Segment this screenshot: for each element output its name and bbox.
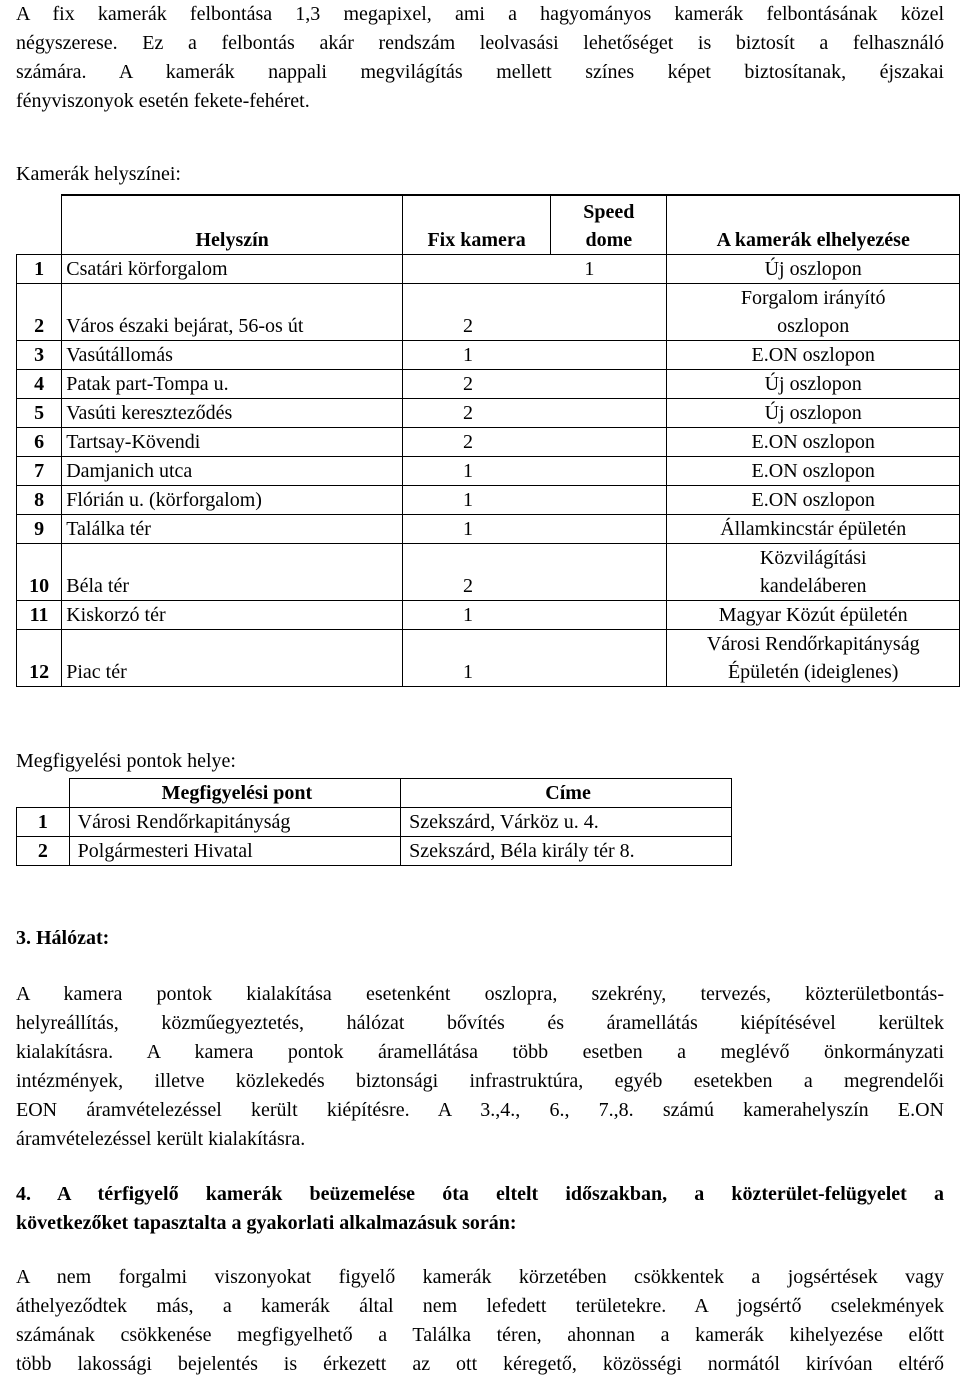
experience-heading-line2: következőket tapasztalta a gyakorlati alkalmazásuk során: <box>16 1212 517 1234</box>
header-blank <box>17 779 70 808</box>
table-row <box>17 837 732 866</box>
table-header-row <box>17 779 732 808</box>
row-placement: Új oszlopon <box>667 370 960 399</box>
row-fix-camera: 2 <box>403 284 667 341</box>
row-number: 3 <box>17 341 62 370</box>
row-placement: Magyar Közút épületén <box>667 601 960 630</box>
header-speed-dome-line2: dome <box>585 229 633 251</box>
table-row <box>17 284 960 341</box>
row-address: Szekszárd, Béla király tér 8. <box>401 837 732 866</box>
table-row <box>17 486 960 515</box>
experience-line: A nem forgalmi viszonyokat figyelő kamerák körzetében csökkentek a jogsértések vagy <box>16 1266 944 1288</box>
intro-line: négyszerese. Ez a felbontás akár rendszám leolvasási lehetőséget is biztosít a felhasználó <box>16 32 944 54</box>
network-line: A kamera pontok kialakítása esetenként oszlopra, szekrény, tervezés, közterületbontás- <box>16 983 944 1005</box>
header-speed-dome <box>551 195 667 255</box>
row-fix-camera: 1 <box>403 457 667 486</box>
row-placement: Új oszlopon <box>667 255 960 284</box>
network-paragraph <box>16 980 944 1154</box>
row-number: 5 <box>17 399 62 428</box>
row-placement: E.ON oszlopon <box>667 457 960 486</box>
row-number: 4 <box>17 370 62 399</box>
experience-line: számának csökkenése megfigyelhető a Találka téren, ahonnan a kamerák kihelyezése előtt <box>16 1324 944 1346</box>
row-location: Flórián u. (körforgalom) <box>62 486 403 515</box>
cameras-label: Kamerák helyszínei: <box>16 163 181 185</box>
row-placement: E.ON oszlopon <box>667 486 960 515</box>
row-number: 7 <box>17 457 62 486</box>
table-header-row <box>17 195 960 255</box>
row-location: Damjanich utca <box>62 457 403 486</box>
header-address: Címe <box>401 779 732 808</box>
row-location: Piac tér <box>62 630 403 687</box>
table-row <box>17 399 960 428</box>
cameras-table <box>16 194 960 687</box>
row-number: 11 <box>17 601 62 630</box>
table-row <box>17 630 960 687</box>
table-row <box>17 544 960 601</box>
network-line: kialakításra. A kamera pontok áramellátása több esetben a meglévő önkormányzati <box>16 1041 944 1063</box>
experience-line: több lakossági bejelentés is érkezett az ott kéregető, közösségi normától kirívóan eltérő <box>16 1353 944 1375</box>
row-location: Béla tér <box>62 544 403 601</box>
row-placement: E.ON oszlopon <box>667 341 960 370</box>
monitoring-label: Megfigyelési pontok helye: <box>16 750 236 772</box>
row-placement <box>667 544 960 601</box>
intro-line: A fix kamerák felbontása 1,3 megapixel, ami a hagyományos kamerák felbontásának közel <box>16 3 944 25</box>
row-fix-camera: 1 <box>403 601 667 630</box>
row-fix-camera: 1 <box>403 515 667 544</box>
row-placement: Új oszlopon <box>667 399 960 428</box>
network-heading: 3. Hálózat: <box>16 927 110 949</box>
row-number: 10 <box>17 544 62 601</box>
intro-line: számára. A kamerák nappali megvilágítás mellett színes képet biztosítanak, éjszakai <box>16 61 944 83</box>
placement-line2: oszlopon <box>777 315 850 337</box>
table-row <box>17 428 960 457</box>
header-placement: A kamerák elhelyezése <box>667 195 960 255</box>
row-placement <box>667 284 960 341</box>
row-number: 1 <box>17 808 70 837</box>
row-number: 2 <box>17 837 70 866</box>
network-line: EON áramvételezéssel került kiépítésre. A 3.,4., 6., 7.,8. számú kamerahelyszín E.ON <box>16 1099 944 1121</box>
row-speed-dome: 1 <box>403 255 667 284</box>
row-location: Patak part-Tompa u. <box>62 370 403 399</box>
header-blank <box>17 195 62 255</box>
row-fix-camera: 2 <box>403 544 667 601</box>
row-fix-camera: 2 <box>403 370 667 399</box>
experience-heading <box>16 1180 944 1238</box>
table-row <box>17 515 960 544</box>
row-fix-camera: 1 <box>403 341 667 370</box>
header-speed-dome-line1: Speed <box>583 201 635 223</box>
row-number: 2 <box>17 284 62 341</box>
row-fix-camera: 2 <box>403 399 667 428</box>
placement-line1: Forgalom irányító <box>740 287 886 309</box>
row-fix-camera: 1 <box>403 630 667 687</box>
monitoring-table <box>16 778 732 866</box>
row-monitoring-point: Polgármesteri Hivatal <box>69 837 400 866</box>
placement-line1: Közvilágítási <box>759 547 867 569</box>
intro-paragraph <box>16 0 944 116</box>
placement-line2: Épületén (ideiglenes) <box>727 661 899 683</box>
row-placement: Államkincstár épületén <box>667 515 960 544</box>
row-fix-camera: 1 <box>403 486 667 515</box>
header-fix-camera: Fix kamera <box>403 195 551 255</box>
experience-line: áthelyeződtek más, a kamerák által nem lefedett területekre. A jogsértő cselekmények <box>16 1295 944 1317</box>
row-location: Csatári körforgalom <box>62 255 403 284</box>
table-row <box>17 808 732 837</box>
table-row <box>17 341 960 370</box>
row-fix-camera: 2 <box>403 428 667 457</box>
placement-line2: kandeláberen <box>759 575 867 597</box>
row-location: Város északi bejárat, 56-os út <box>62 284 403 341</box>
row-location: Kiskorzó tér <box>62 601 403 630</box>
table-row <box>17 255 960 284</box>
row-number: 6 <box>17 428 62 457</box>
row-placement: E.ON oszlopon <box>667 428 960 457</box>
table-row <box>17 457 960 486</box>
header-monitoring-point: Megfigyelési pont <box>69 779 400 808</box>
table-row <box>17 370 960 399</box>
row-location: Vasútállomás <box>62 341 403 370</box>
row-placement <box>667 630 960 687</box>
row-number: 8 <box>17 486 62 515</box>
table-row <box>17 601 960 630</box>
row-location: Vasúti kereszteződés <box>62 399 403 428</box>
header-location: Helyszín <box>62 195 403 255</box>
intro-line: fényviszonyok esetén fekete-fehéret. <box>16 90 310 112</box>
row-address: Szekszárd, Várköz u. 4. <box>401 808 732 837</box>
network-line: áramvételezéssel került kialakításra. <box>16 1128 306 1150</box>
experience-paragraph <box>16 1263 944 1379</box>
experience-heading-line1: 4. A térfigyelő kamerák beüzemelése óta eltelt időszakban, a közterület-felügyelet a <box>16 1183 944 1205</box>
network-line: helyreállítás, közműegyeztetés, hálózat bővítés és áramellátás kiépítésével kerültek <box>16 1012 944 1034</box>
row-location: Találka tér <box>62 515 403 544</box>
network-line: intézmények, illetve közlekedés biztonsági infrastruktúra, egyéb esetekben a megrendelői <box>16 1070 944 1092</box>
row-number: 12 <box>17 630 62 687</box>
row-number: 1 <box>17 255 62 284</box>
placement-line1: Városi Rendőrkapitányság <box>706 633 920 655</box>
row-monitoring-point: Városi Rendőrkapitányság <box>69 808 400 837</box>
row-number: 9 <box>17 515 62 544</box>
row-location: Tartsay-Kövendi <box>62 428 403 457</box>
